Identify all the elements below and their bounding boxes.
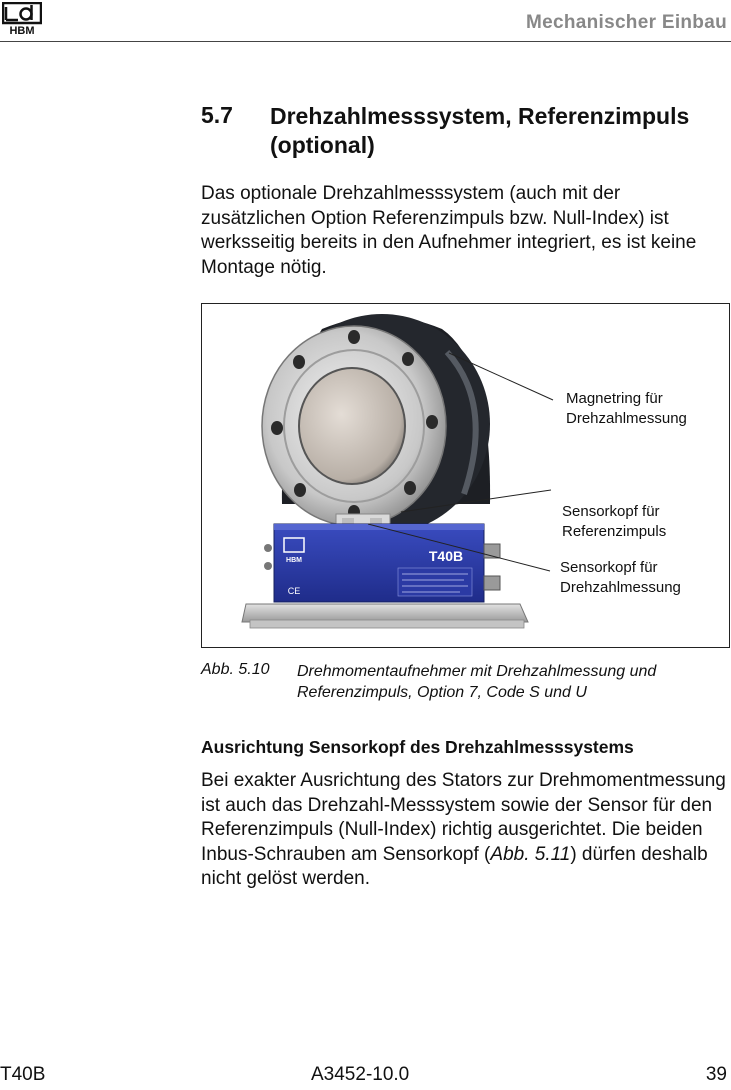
base-plate (242, 604, 528, 622)
page-number: 39 (705, 1064, 727, 1085)
callout-line: Sensorkopf für (562, 503, 660, 520)
header-title: Mechanischer Einbau (525, 12, 727, 33)
section-number: 5.7 (201, 102, 233, 128)
hbm-logo (2, 2, 42, 36)
figure-reference-link[interactable]: Abb. 5.11 (490, 843, 571, 865)
ce-mark: CE (287, 586, 301, 596)
logo-text: HBM (9, 25, 35, 36)
callout-reference-sensor (562, 502, 666, 542)
subheading: Ausrichtung Sensorkopf des Drehzahlmesssystems (201, 737, 634, 757)
callout-speed-sensor (560, 558, 681, 598)
callout-line: Drehzahlmessung (560, 579, 681, 596)
footer-doc-number: A3452-10.0 (311, 1064, 410, 1085)
section-title: Drehzahlmesssystem, Referenzimpuls (optional) (270, 103, 690, 158)
intro-paragraph: Das optionale Drehzahlmesssystem (auch mit der zusätzlichen Option Referenzimpuls bzw. Null-Index) ist werksseitig bereits in den Aufnehmer integriert, es ist keine Montage nötig. (201, 183, 697, 278)
header-divider (0, 41, 731, 42)
body-text-end: ) dürfen deshalb nicht gelöst werden. (201, 843, 708, 889)
callout-line: Drehzahlmessung (566, 410, 687, 427)
callout-magnet-ring (566, 389, 687, 429)
figure-caption: Drehmomentaufnehmer mit Drehzahlmessung und Referenzimpuls, Option 7, Code S und U (297, 663, 657, 701)
callout-line: Magnetring für (566, 390, 663, 407)
product-label: T40B (428, 548, 464, 564)
callout-line: Sensorkopf für (560, 559, 658, 576)
figure-frame (201, 303, 730, 648)
body-text-start: Bei exakter Ausrichtung des Stators zur Drehmomentmessung ist auch das Drehzahl-Messsystem sowie der Sensor für den Referenzimpuls (Null-Index) richtig ausgerichtet. Die beiden Inbus-Schrauben am Sensorkopf ( (201, 770, 726, 865)
callout-line: Referenzimpuls (562, 523, 667, 540)
body-paragraph (201, 769, 729, 892)
footer-product: T40B (0, 1064, 46, 1085)
housing-logo-text: HBM (286, 557, 302, 564)
figure-number: Abb. 5.10 (201, 661, 270, 678)
